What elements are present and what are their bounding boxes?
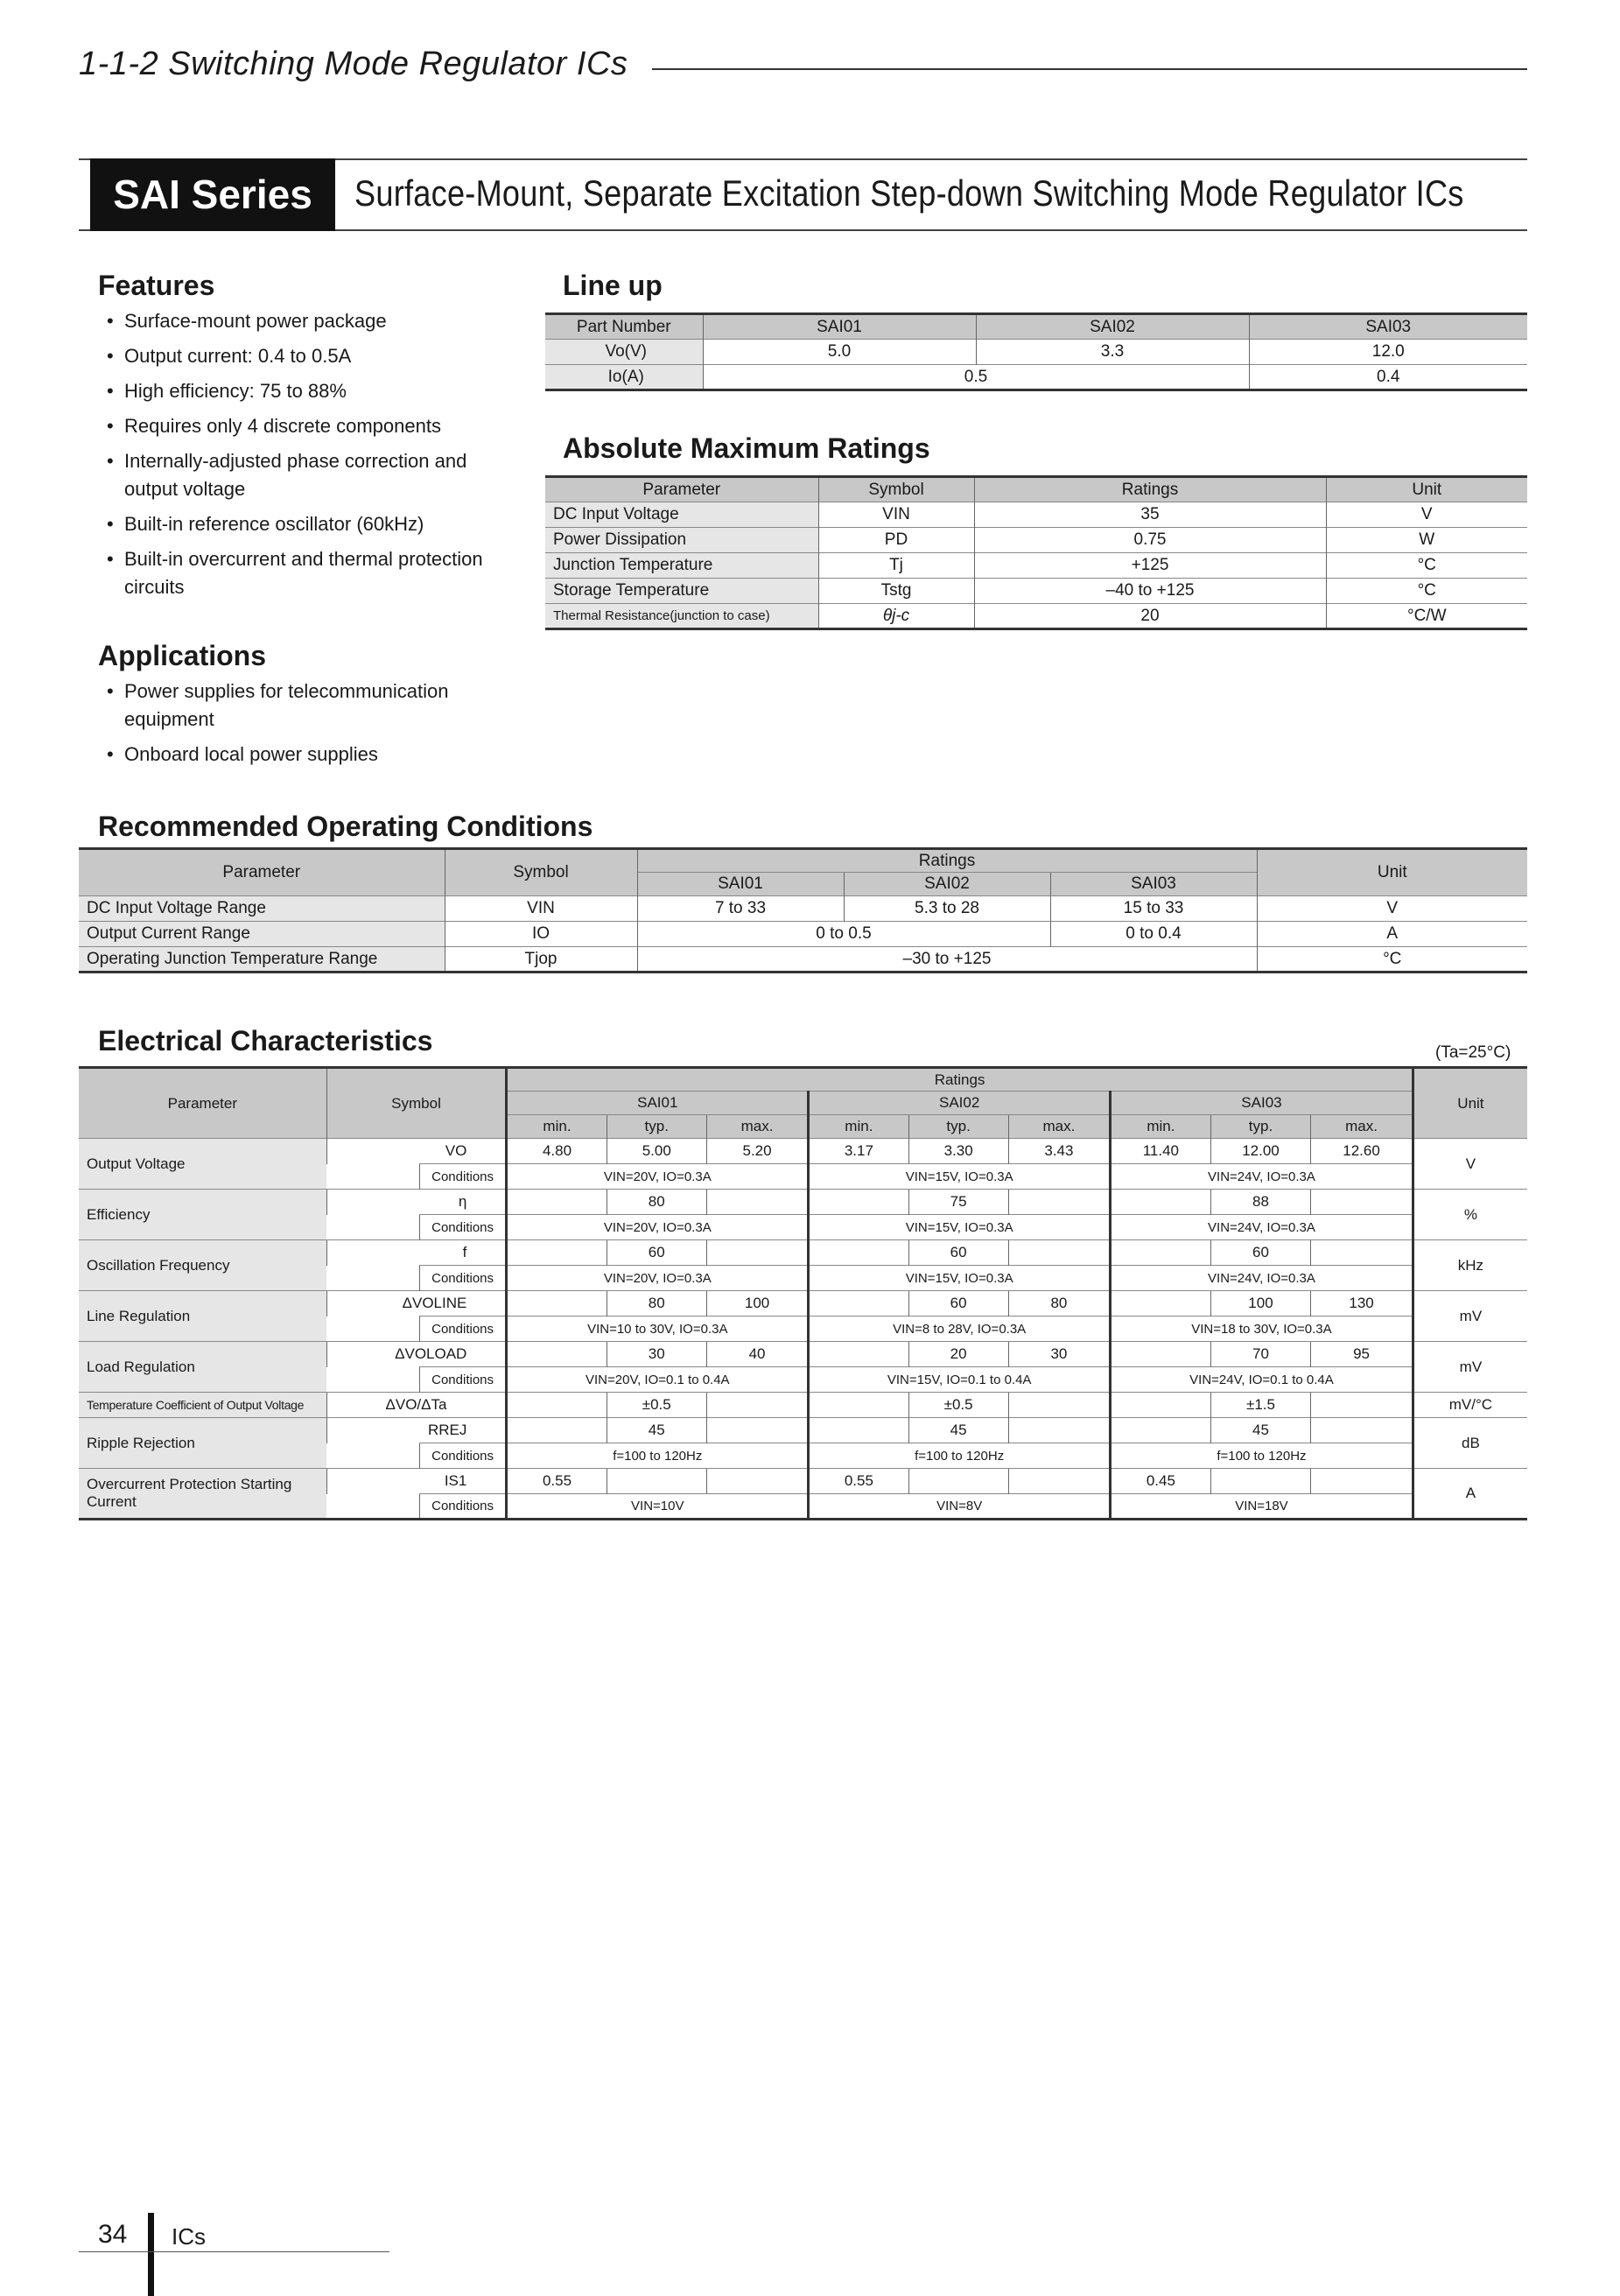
- ec-condition: VIN=20V, IO=0.1 to 0.4A: [507, 1367, 809, 1393]
- ec-condition: VIN=20V, IO=0.3A: [507, 1266, 809, 1291]
- amr-header-ratings: Ratings: [974, 477, 1326, 502]
- table-row: [545, 477, 1527, 502]
- ec-param: Oscillation Frequency: [79, 1240, 326, 1291]
- lineup-header-sai02: SAI02: [976, 314, 1249, 340]
- footer-rule: [79, 2251, 389, 2252]
- ec-value: 4.80: [507, 1139, 607, 1164]
- ec-symbol: ΔVOLINE: [326, 1291, 507, 1317]
- ec-value: [607, 1469, 706, 1494]
- roc-unit: V: [1257, 896, 1527, 922]
- ec-param: Overcurrent Protection Starting Current: [79, 1469, 326, 1520]
- ec-symbol: ΔVO/ΔTa: [326, 1393, 507, 1418]
- amr-param: Junction Temperature: [545, 553, 818, 579]
- table-row: [79, 896, 1527, 922]
- ec-condition: VIN=24V, IO=0.3A: [1111, 1215, 1413, 1240]
- ec-unit: %: [1413, 1190, 1527, 1240]
- list-item: • High efficiency: 75 to 88%: [107, 380, 347, 402]
- series-subtitle: Surface-Mount, Separate Excitation Step-down Switching Mode Regulator ICs: [354, 172, 1464, 214]
- ec-unit: mV/°C: [1413, 1393, 1527, 1418]
- applications-title: Applications: [98, 640, 267, 671]
- lineup-vo-sai01: 5.0: [703, 340, 976, 365]
- ec-value: 60: [1210, 1240, 1311, 1266]
- ec-value: [1111, 1393, 1211, 1418]
- ec-conditions-label: Conditions: [419, 1494, 507, 1520]
- table-row: [79, 1418, 1527, 1443]
- ec-symbol-spacer: [326, 1443, 419, 1469]
- ec-value: [507, 1240, 607, 1266]
- ec-param: Line Regulation: [79, 1291, 326, 1342]
- applications-list: [98, 678, 509, 769]
- ec-value: [1008, 1240, 1110, 1266]
- ec-symbol-spacer: [326, 1494, 419, 1520]
- ec-value: [1311, 1418, 1413, 1443]
- ec-condition: VIN=15V, IO=0.3A: [809, 1266, 1111, 1291]
- roc-header-sai01: SAI01: [637, 873, 844, 896]
- ec-header-parameter: Parameter: [79, 1068, 326, 1139]
- ec-value: [507, 1342, 607, 1367]
- ec-value: [706, 1418, 808, 1443]
- features-list: [98, 307, 509, 601]
- ec-value: [1008, 1418, 1110, 1443]
- lineup-vo-sai03: 12.0: [1249, 340, 1527, 365]
- ec-value: [507, 1418, 607, 1443]
- table-row: [79, 1240, 1527, 1266]
- amr-symbol: VIN: [818, 502, 974, 528]
- amr-unit: V: [1326, 502, 1527, 528]
- roc-header-ratings: Ratings: [637, 849, 1257, 873]
- ec-value: ±1.5: [1210, 1393, 1311, 1418]
- ec-unit: mV: [1413, 1291, 1527, 1342]
- ec-value: [1311, 1240, 1413, 1266]
- roc-unit: A: [1257, 922, 1527, 947]
- ec-unit: A: [1413, 1469, 1527, 1520]
- ec-value: 60: [607, 1240, 706, 1266]
- ec-value: 12.00: [1210, 1139, 1311, 1164]
- roc-header-unit: Unit: [1257, 849, 1527, 896]
- roc-value: 15 to 33: [1050, 896, 1257, 922]
- table-row: [545, 314, 1527, 340]
- roc-value: 0 to 0.4: [1050, 922, 1257, 947]
- lineup-io-label: Io(A): [545, 365, 703, 390]
- amr-rating: 20: [974, 604, 1326, 629]
- ec-value: 11.40: [1111, 1139, 1211, 1164]
- ec-condition: VIN=24V, IO=0.3A: [1111, 1164, 1413, 1190]
- ec-symbol-spacer: [326, 1266, 419, 1291]
- amr-symbol: PD: [818, 528, 974, 553]
- ec-condition: VIN=18 to 30V, IO=0.3A: [1111, 1317, 1413, 1342]
- ec-condition: VIN=8 to 28V, IO=0.3A: [809, 1317, 1111, 1342]
- ec-value: [706, 1240, 808, 1266]
- list-item: • Onboard local power supplies: [107, 743, 378, 765]
- roc-symbol: Tjop: [445, 947, 637, 972]
- ec-value: [1311, 1393, 1413, 1418]
- ec-condition: VIN=20V, IO=0.3A: [507, 1215, 809, 1240]
- ec-value: [809, 1342, 908, 1367]
- ec-param: Efficiency: [79, 1190, 326, 1240]
- roc-value: 0 to 0.5: [637, 922, 1050, 947]
- amr-unit: °C: [1326, 553, 1527, 579]
- ec-value: [1111, 1342, 1211, 1367]
- ec-value: [706, 1190, 808, 1215]
- ec-condition: VIN=18V: [1111, 1494, 1413, 1520]
- ec-param: Ripple Rejection: [79, 1418, 326, 1469]
- ec-value: [809, 1418, 908, 1443]
- amr-header-unit: Unit: [1326, 477, 1527, 502]
- ec-symbol: η: [326, 1190, 507, 1215]
- features-title: Features: [98, 270, 215, 301]
- table-row: [545, 604, 1527, 629]
- ec-condition: VIN=10V: [507, 1494, 809, 1520]
- amr-symbol: Tj: [818, 553, 974, 579]
- ec-value: [1111, 1240, 1211, 1266]
- ec-value: 3.30: [908, 1139, 1008, 1164]
- ec-value: [1311, 1190, 1413, 1215]
- ec-temperature-note: (Ta=25°C): [1435, 1043, 1511, 1062]
- ec-header-typ: typ.: [607, 1115, 706, 1139]
- ec-value: 100: [1210, 1291, 1311, 1317]
- ec-value: 95: [1311, 1342, 1413, 1367]
- amr-table: [545, 475, 1527, 630]
- lineup-io-sai0102: 0.5: [703, 365, 1249, 390]
- roc-header-parameter: Parameter: [79, 849, 445, 896]
- ec-value: 0.55: [507, 1469, 607, 1494]
- ec-value: 130: [1311, 1291, 1413, 1317]
- ec-header-max: max.: [706, 1115, 808, 1139]
- ec-value: 20: [908, 1342, 1008, 1367]
- ec-value: ±0.5: [607, 1393, 706, 1418]
- ec-condition: VIN=10 to 30V, IO=0.3A: [507, 1317, 809, 1342]
- amr-header-symbol: Symbol: [818, 477, 974, 502]
- ec-value: 30: [607, 1342, 706, 1367]
- ec-header-max: max.: [1008, 1115, 1110, 1139]
- ec-value: [1008, 1469, 1110, 1494]
- ec-value: [809, 1291, 908, 1317]
- ec-value: [507, 1393, 607, 1418]
- ec-param: Load Regulation: [79, 1342, 326, 1393]
- ec-value: 70: [1210, 1342, 1311, 1367]
- roc-value: 7 to 33: [637, 896, 844, 922]
- ec-value: 80: [607, 1291, 706, 1317]
- features-section: [98, 270, 509, 608]
- table-row: [79, 922, 1527, 947]
- ec-symbol-spacer: [326, 1367, 419, 1393]
- ec-symbol: IS1: [326, 1469, 507, 1494]
- ec-condition: VIN=24V, IO=0.1 to 0.4A: [1111, 1367, 1413, 1393]
- ec-value: 3.17: [809, 1139, 908, 1164]
- table-row: [545, 502, 1527, 528]
- roc-value: 5.3 to 28: [844, 896, 1050, 922]
- list-item: • Built-in reference oscillator (60kHz): [107, 513, 424, 535]
- roc-header-sai03: SAI03: [1050, 873, 1257, 896]
- ec-value: [1008, 1393, 1110, 1418]
- amr-symbol: Tstg: [818, 579, 974, 604]
- ec-symbol: RREJ: [326, 1418, 507, 1443]
- series-badge: SAI Series: [90, 158, 335, 231]
- ec-value: 30: [1008, 1342, 1110, 1367]
- ec-value: [706, 1393, 808, 1418]
- ec-conditions-label: Conditions: [419, 1215, 507, 1240]
- applications-section: [98, 640, 509, 776]
- ec-conditions-label: Conditions: [419, 1164, 507, 1190]
- ec-condition: VIN=15V, IO=0.1 to 0.4A: [809, 1367, 1111, 1393]
- table-row: [545, 365, 1527, 390]
- ec-condition: f=100 to 120Hz: [507, 1443, 809, 1469]
- table-row: [79, 1469, 1527, 1494]
- roc-table: [79, 847, 1527, 973]
- amr-unit: W: [1326, 528, 1527, 553]
- roc-value: –30 to +125: [637, 947, 1257, 972]
- list-item: • Internally-adjusted phase correction and output voltage: [107, 450, 467, 500]
- table-row: [79, 1393, 1527, 1418]
- ec-conditions-label: Conditions: [419, 1367, 507, 1393]
- ec-header-max: max.: [1311, 1115, 1413, 1139]
- ec-value: 60: [908, 1291, 1008, 1317]
- ec-title: Electrical Characteristics: [98, 1025, 433, 1057]
- roc-param: DC Input Voltage Range: [79, 896, 445, 922]
- table-row: [545, 340, 1527, 365]
- lineup-table: [545, 312, 1527, 391]
- footer-bar: [148, 2213, 154, 2296]
- ec-value: 40: [706, 1342, 808, 1367]
- ec-value: 3.43: [1008, 1139, 1110, 1164]
- section-rule: [652, 68, 1527, 70]
- table-row: [545, 528, 1527, 553]
- roc-unit: °C: [1257, 947, 1527, 972]
- ec-value: 0.55: [809, 1469, 908, 1494]
- ec-unit: V: [1413, 1139, 1527, 1190]
- ec-value: [1008, 1190, 1110, 1215]
- table-row: [79, 1342, 1527, 1367]
- amr-title: Absolute Maximum Ratings: [563, 432, 930, 464]
- ec-value: [809, 1190, 908, 1215]
- ec-symbol-spacer: [326, 1215, 419, 1240]
- ec-conditions-label: Conditions: [419, 1266, 507, 1291]
- list-item: • Output current: 0.4 to 0.5A: [107, 345, 352, 367]
- ec-header-min: min.: [1111, 1115, 1211, 1139]
- ec-symbol-spacer: [326, 1164, 419, 1190]
- ec-conditions-label: Conditions: [419, 1443, 507, 1469]
- ec-header-typ: typ.: [908, 1115, 1008, 1139]
- ec-value: 75: [908, 1190, 1008, 1215]
- ec-header-sai01: SAI01: [507, 1092, 809, 1115]
- ec-value: 5.00: [607, 1139, 706, 1164]
- ec-condition: f=100 to 120Hz: [809, 1443, 1111, 1469]
- ec-unit: mV: [1413, 1342, 1527, 1393]
- roc-title: Recommended Operating Conditions: [98, 811, 593, 842]
- ec-header-sai02: SAI02: [809, 1092, 1111, 1115]
- ec-table: [79, 1066, 1527, 1520]
- list-item: • Power supplies for telecommunication equipment: [107, 680, 449, 730]
- amr-symbol: θj-c: [818, 604, 974, 629]
- ec-condition: VIN=24V, IO=0.3A: [1111, 1266, 1413, 1291]
- list-item: • Surface-mount power package: [107, 310, 387, 332]
- ec-header-unit: Unit: [1413, 1068, 1527, 1139]
- ec-condition: VIN=15V, IO=0.3A: [809, 1215, 1111, 1240]
- ec-value: 5.20: [706, 1139, 808, 1164]
- ec-condition: VIN=15V, IO=0.3A: [809, 1164, 1111, 1190]
- section-heading: 1-1-2 Switching Mode Regulator ICs: [79, 46, 628, 82]
- list-item: • Requires only 4 discrete components: [107, 415, 441, 437]
- ec-value: 100: [706, 1291, 808, 1317]
- roc-symbol: VIN: [445, 896, 637, 922]
- amr-header-parameter: Parameter: [545, 477, 818, 502]
- ec-symbol: ΔVOLOAD: [326, 1342, 507, 1367]
- ec-value: [908, 1469, 1008, 1494]
- ec-value: 45: [1210, 1418, 1311, 1443]
- ec-value: 0.45: [1111, 1469, 1211, 1494]
- ec-value: [1111, 1291, 1211, 1317]
- amr-param: Thermal Resistance(junction to case): [545, 604, 818, 629]
- lineup-title: Line up: [563, 270, 663, 301]
- ec-header-min: min.: [809, 1115, 908, 1139]
- ec-value: 45: [908, 1418, 1008, 1443]
- lineup-header-sai03: SAI03: [1249, 314, 1527, 340]
- roc-param: Operating Junction Temperature Range: [79, 947, 445, 972]
- roc-symbol: IO: [445, 922, 637, 947]
- amr-param: Storage Temperature: [545, 579, 818, 604]
- amr-unit: °C: [1326, 579, 1527, 604]
- footer-label: ICs: [172, 2223, 206, 2250]
- roc-header-sai02: SAI02: [844, 873, 1050, 896]
- lineup-io-sai03: 0.4: [1249, 365, 1527, 390]
- table-row: [545, 579, 1527, 604]
- ec-header-sai03: SAI03: [1111, 1092, 1413, 1115]
- ec-value: [706, 1469, 808, 1494]
- ec-header-typ: typ.: [1210, 1115, 1311, 1139]
- table-row: [79, 1291, 1527, 1317]
- lineup-header-sai01: SAI01: [703, 314, 976, 340]
- ec-symbol: VO: [326, 1139, 507, 1164]
- table-row: [79, 947, 1527, 972]
- lineup-vo-label: Vo(V): [545, 340, 703, 365]
- ec-value: [1111, 1190, 1211, 1215]
- ec-value: 45: [607, 1418, 706, 1443]
- table-row: [545, 553, 1527, 579]
- ec-value: [1311, 1469, 1413, 1494]
- ec-value: 80: [1008, 1291, 1110, 1317]
- amr-rating: +125: [974, 553, 1326, 579]
- amr-rating: –40 to +125: [974, 579, 1326, 604]
- amr-param: DC Input Voltage: [545, 502, 818, 528]
- ec-value: [1210, 1469, 1311, 1494]
- ec-param: Temperature Coefficient of Output Voltage: [79, 1393, 326, 1418]
- ec-value: [507, 1291, 607, 1317]
- ec-value: 12.60: [1311, 1139, 1413, 1164]
- ec-condition: VIN=8V: [809, 1494, 1111, 1520]
- ec-value: 80: [607, 1190, 706, 1215]
- ec-body: [79, 1139, 1527, 1520]
- ec-value: [809, 1240, 908, 1266]
- page-number: 34: [98, 2220, 128, 2249]
- ec-value: [1111, 1418, 1211, 1443]
- list-item: • Built-in overcurrent and thermal protection circuits: [107, 548, 483, 598]
- ec-unit: dB: [1413, 1418, 1527, 1469]
- table-row: [79, 1139, 1527, 1164]
- lineup-vo-sai02: 3.3: [976, 340, 1249, 365]
- ec-value: [809, 1393, 908, 1418]
- ec-header-min: min.: [507, 1115, 607, 1139]
- ec-header-ratings: Ratings: [507, 1068, 1413, 1092]
- ec-condition: f=100 to 120Hz: [1111, 1443, 1413, 1469]
- ec-value: ±0.5: [908, 1393, 1008, 1418]
- ec-value: 88: [1210, 1190, 1311, 1215]
- ec-condition: VIN=20V, IO=0.3A: [507, 1164, 809, 1190]
- table-row: [79, 1068, 1527, 1092]
- ec-value: 60: [908, 1240, 1008, 1266]
- ec-value: [507, 1190, 607, 1215]
- amr-rating: 0.75: [974, 528, 1326, 553]
- amr-param: Power Dissipation: [545, 528, 818, 553]
- ec-symbol-spacer: [326, 1317, 419, 1342]
- ec-symbol: f: [326, 1240, 507, 1266]
- ec-header-symbol: Symbol: [326, 1068, 507, 1139]
- ec-param: Output Voltage: [79, 1139, 326, 1190]
- roc-param: Output Current Range: [79, 922, 445, 947]
- ec-conditions-label: Conditions: [419, 1317, 507, 1342]
- table-row: [79, 1190, 1527, 1215]
- lineup-header-part: Part Number: [545, 314, 703, 340]
- amr-rating: 35: [974, 502, 1326, 528]
- roc-header-symbol: Symbol: [445, 849, 637, 896]
- ec-unit: kHz: [1413, 1240, 1527, 1291]
- table-row: [79, 849, 1527, 873]
- amr-unit: °C/W: [1326, 604, 1527, 629]
